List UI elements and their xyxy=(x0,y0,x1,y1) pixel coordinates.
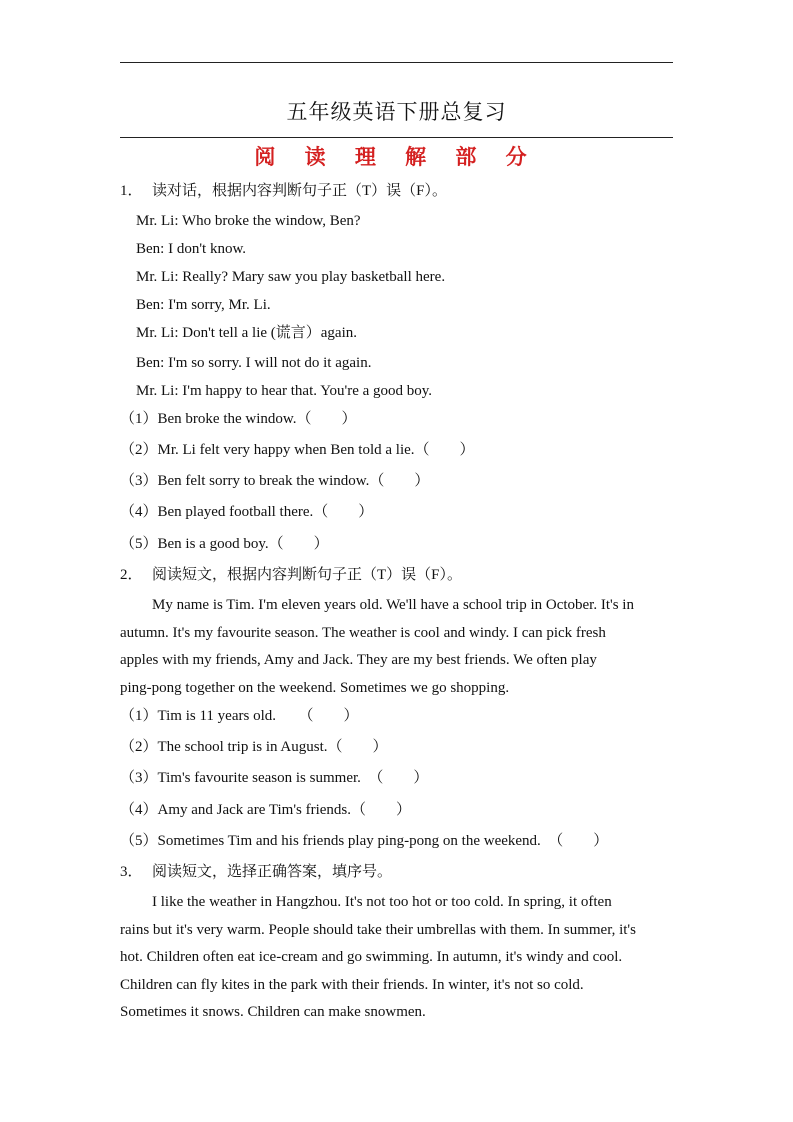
q1-instruction: 读对话，根据内容判断句子正（T）误（F）。 xyxy=(152,183,448,199)
q1-dialogue-line: Ben: I'm so sorry. I will not do it again. xyxy=(136,355,372,371)
q3-number: 3． xyxy=(120,864,143,880)
q2-item: （4）Amy and Jack are Tim's friends.（ ） xyxy=(120,802,412,818)
q3-passage-line: Sometimes it snows. Children can make snowmen. xyxy=(120,1004,426,1020)
q1-item: （2）Mr. Li felt very happy when Ben told a lie.（ ） xyxy=(120,442,475,458)
q1-dialogue-line: Ben: I don't know. xyxy=(136,241,247,257)
q2-passage-line: My name is Tim. I'm eleven years old. We'll have a school trip in October. It's in xyxy=(152,597,634,613)
q1-dialogue-line: Mr. Li: Who broke the window, Ben? xyxy=(136,213,361,229)
q3-heading xyxy=(120,863,392,881)
q2-passage-line: autumn. It's my favourite season. The weather is cool and windy. I can pick fresh xyxy=(120,625,606,641)
q2-passage-line: apples with my friends, Amy and Jack. They are my best friends. We often play xyxy=(120,652,597,668)
q3-passage-line: rains but it's very warm. People should take their umbrellas with them. In summer, it's xyxy=(120,922,636,938)
q1-dialogue-line: Mr. Li: Really? Mary saw you play basketball here. xyxy=(136,269,446,285)
q1-dialogue-line: Mr. Li: I'm happy to hear that. You're a good boy. xyxy=(136,383,433,399)
header-bottom-rule xyxy=(120,137,673,138)
header-top-rule xyxy=(120,62,673,63)
q2-heading xyxy=(120,566,462,584)
q1-number: 1． xyxy=(120,183,143,199)
q2-number: 2． xyxy=(120,567,143,583)
q2-item: （3）Tim's favourite season is summer. （ ） xyxy=(120,770,429,786)
q1-item: （5）Ben is a good boy.（ ） xyxy=(120,536,329,552)
q3-passage-line: Children can fly kites in the park with their friends. In winter, it's not so cold. xyxy=(120,977,584,993)
q3-passage-line: hot. Children often eat ice-cream and go swimming. In autumn, it's windy and cool. xyxy=(120,949,623,965)
q2-passage-line: ping-pong together on the weekend. Sometimes we go shopping. xyxy=(120,680,510,696)
q3-passage-line: I like the weather in Hangzhou. It's not too hot or too cold. In spring, it often xyxy=(152,894,612,910)
q2-instruction: 阅读短文，根据内容判断句子正（T）误（F）。 xyxy=(152,567,463,583)
q1-item: （1）Ben broke the window.（ ） xyxy=(120,411,357,427)
q2-item: （2）The school trip is in August.（ ） xyxy=(120,739,388,755)
section-title: 阅 读 理 解 部 分 xyxy=(254,145,539,169)
q2-item: （1）Tim is 11 years old. （ ） xyxy=(120,708,359,724)
q2-item: （5）Sometimes Tim and his friends play ping-pong on the weekend. （ ） xyxy=(120,833,609,849)
q1-dialogue-line: Ben: I'm sorry, Mr. Li. xyxy=(136,297,271,313)
q1-dialogue-line: Mr. Li: Don't tell a lie (谎言）again. xyxy=(136,325,357,341)
page-title: 五年级英语下册总复习 xyxy=(286,100,507,124)
q1-heading xyxy=(120,182,447,200)
q1-item: （4）Ben played football there.（ ） xyxy=(120,504,374,520)
q3-instruction: 阅读短文，选择正确答案，填序号。 xyxy=(152,864,393,880)
q1-item: （3）Ben felt sorry to break the window.（ ） xyxy=(120,473,430,489)
